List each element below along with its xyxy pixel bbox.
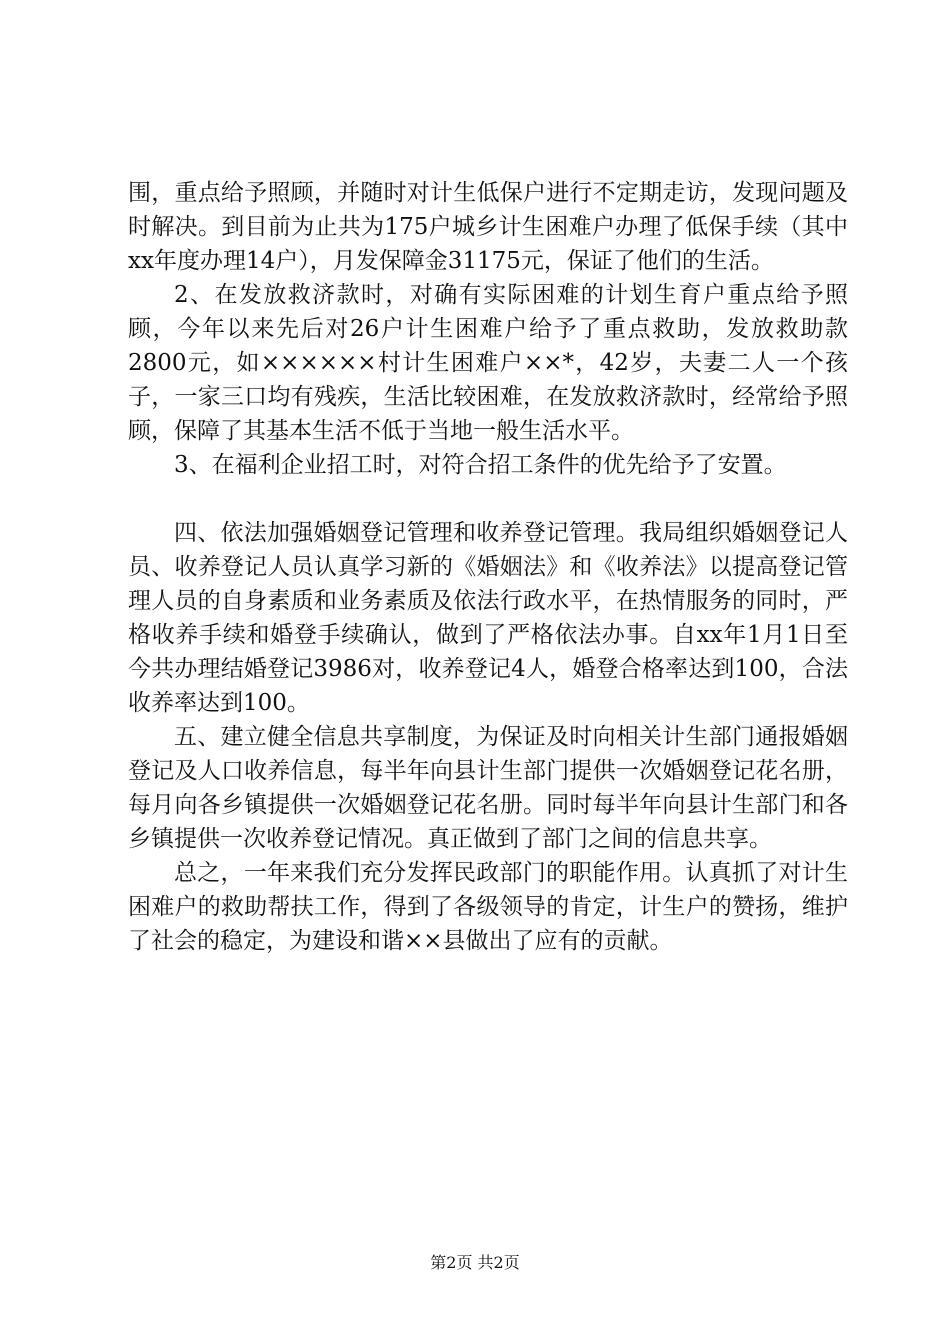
paragraph-item-3: 3、在福利企业招工时，对符合招工条件的优先给予了安置。 xyxy=(174,452,787,478)
paragraph-summary: 总之，一年来我们充分发挥民政部门的职能作用。认真抓了对计生困难户的救助帮扶工作，得到了各级领导的肯定，计生户的赞扬，维护了社会的稳定，为建设和谐××县做出了应有的贡献。 xyxy=(128,860,848,954)
page-footer: 第2页 共2页 xyxy=(430,1253,520,1272)
paragraph-section-5: 五、建立健全信息共享制度，为保证及时向相关计生部门通报婚姻登记及人口收养信息，每半年向县计生部门提供一次婚姻登记花名册，每月向各乡镇提供一次婚姻登记花名册。同时每半年向县计生部门和各乡镇提供一次收养登记情况。真正做到了部门之间的信息共享。 xyxy=(128,724,848,852)
paragraph-continuation: 围，重点给予照顾，并随时对计生低保户进行不定期走访，发现问题及时解决。到目前为止共为175户城乡计生困难户办理了低保手续（其中xx年度办理14户），月发保障金31175元，保证了他们的生活。 xyxy=(128,180,848,274)
paragraph-section-4: 四、依法加强婚姻登记管理和收养登记管理。我局组织婚姻登记人员、收养登记人员认真学习新的《婚姻法》和《收养法》以提高登记管理人员的自身素质和业务素质及依法行政水平，在热情服务的同时，严格收养手续和婚登手续确认，做到了严格依法办事。自xx年1月1日至今共办理结婚登记3986对，收养登记4人，婚登合格率达到100，合法收养率达到100。 xyxy=(128,520,848,716)
document-body xyxy=(128,176,848,958)
paragraph-item-2: 2、在发放救济款时，对确有实际困难的计划生育户重点给予照顾，今年以来先后对26户计生困难户给予了重点救助，发放救助款2800元，如××××××村计生困难户××*，42岁，夫妻二人一个孩子，一家三口均有残疾，生活比较困难，在发放救济款时，经常给予照顾，保障了其基本生活不低于当地一般生活水平。 xyxy=(128,282,848,444)
